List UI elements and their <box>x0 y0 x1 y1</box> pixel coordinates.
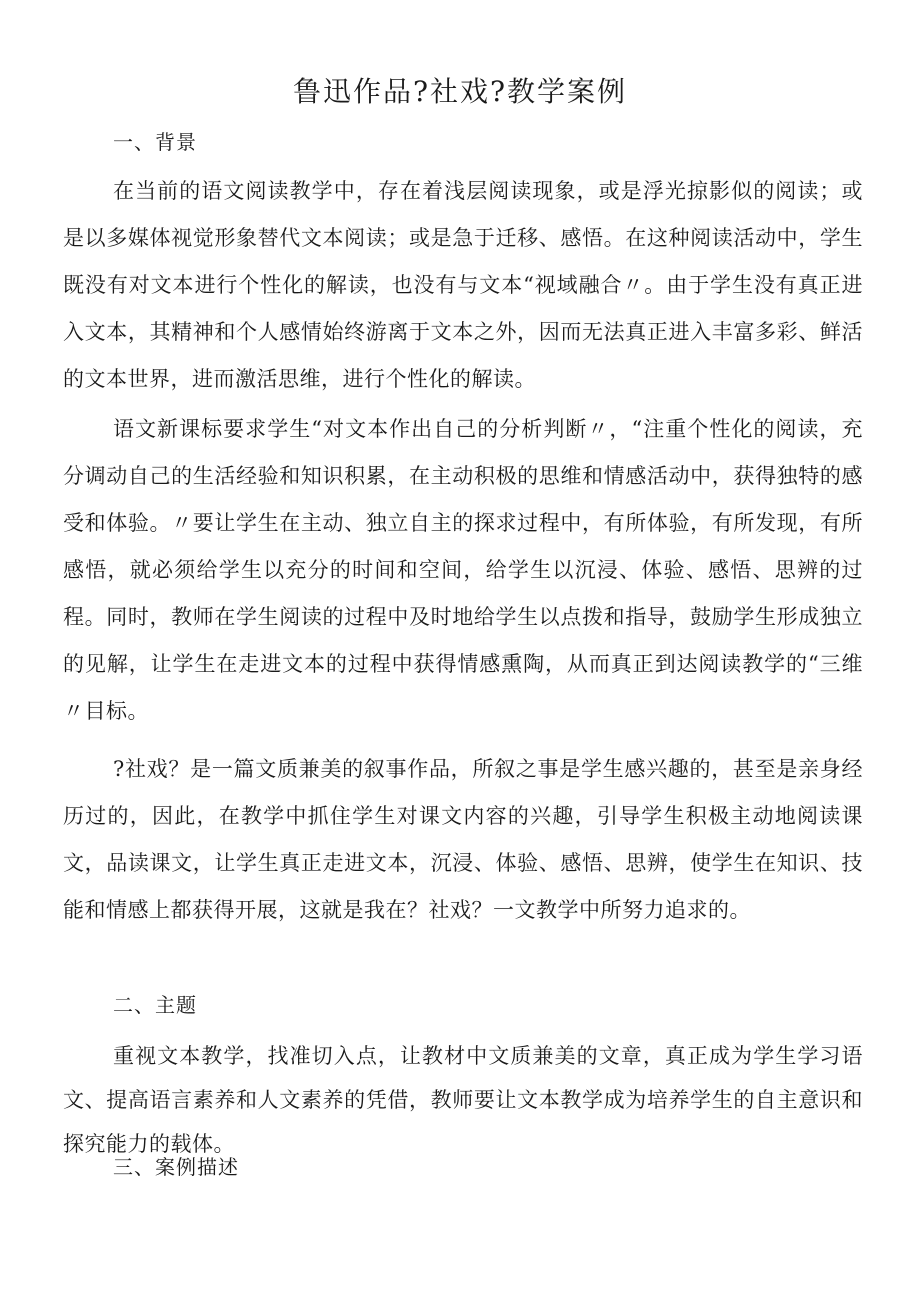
paragraph: 语文新课标要求学生“对文本作出自己的分析判断〃，“注重个性化的阅读，充分调动自己的生活经验和知识积累，在主动积极的思维和情感活动中，获得独特的感受和体验。〃要让学生在主动、独立自主的探求过程中，有所体验，有所发现，有所感悟，就必须给学生以充分的时间和空间，给学生以沉浸、体验、感悟、思辨的过程。同时，教师在学生阅读的过程中及时地给学生以点拨和指导，鼓励学生形成独立的见解，让学生在走进文本的过程中获得情感熏陶，从而真正到达阅读教学的“三维〃目标。 <box>63 417 863 723</box>
section-heading-case-description: 三、案例描述 <box>113 1155 239 1179</box>
document-title: 鲁迅作品?社戏?教学案例 <box>292 75 628 108</box>
paragraph: 重视文本教学，找准切入点，让教材中文质兼美的文章，真正成为学生学习语文、提高语言素养和人文素养的凭借，教师要让文本教学成为培养学生的自主意识和探究能力的载体。 <box>63 1044 863 1156</box>
section-heading-theme: 二、主题 <box>113 993 197 1017</box>
section-heading-background: 一、背景 <box>113 130 197 154</box>
paragraph: 在当前的语文阅读教学中，存在着浅层阅读现象，或是浮光掠影似的阅读；或是以多媒体视觉形象替代文本阅读；或是急于迁移、感悟。在这种阅读活动中，学生既没有对文本进行个性化的解读，也没有与文本“视域融合〃。由于学生没有真正进入文本，其精神和个人感情始终游离于文本之外，因而无法真正进入丰富多彩、鲜活的文本世界，进而激活思维，进行个性化的解读。 <box>63 179 863 391</box>
paragraph: ?社戏？是一篇文质兼美的叙事作品，所叙之事是学生感兴趣的，甚至是亲身经历过的，因此，在教学中抓住学生对课文内容的兴趣，引导学生积极主动地阅读课文，品读课文，让学生真正走进文本，沉浸、体验、感悟、思辨，使学生在知识、技能和情感上都获得开展，这就是我在？社戏？一文教学中所努力追求的。 <box>63 757 863 922</box>
